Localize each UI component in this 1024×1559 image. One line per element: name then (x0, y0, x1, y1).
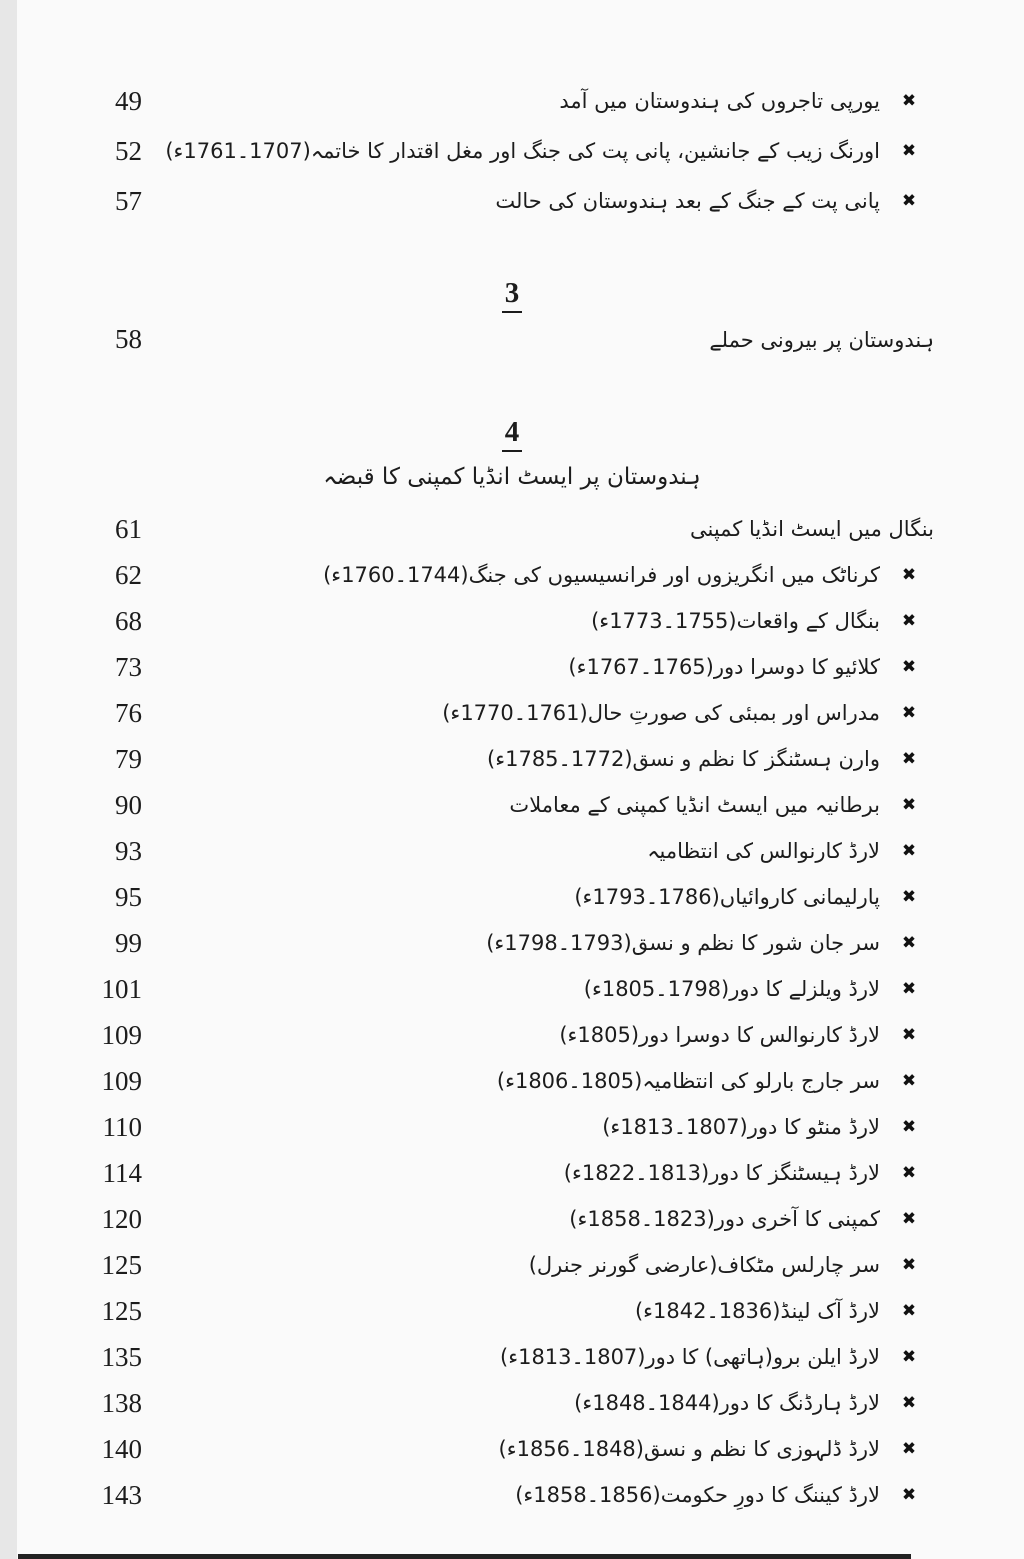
section-title: ہندوستان پر ایسٹ انڈیا کمپنی کا قبضہ (323, 463, 701, 490)
entry-title: بنگال میں ایسٹ انڈیا کمپنی (689, 517, 934, 542)
page-number: 109 (101, 1019, 142, 1050)
page-number: 49 (115, 85, 142, 116)
x-marker-icon: ✖ (901, 1117, 917, 1138)
page-number: 68 (115, 605, 142, 636)
entry-title: لارڈ ویلزلے کا دور(1798۔1805ء) (583, 977, 880, 1002)
toc-entry-row (0, 1196, 1024, 1242)
page-number: 125 (101, 1249, 142, 1280)
toc-entry-row (0, 1380, 1024, 1426)
entry-title: لارڈ کارنوالس کی انتظامیہ (647, 839, 880, 864)
page-number: 99 (115, 927, 142, 958)
page-number: 114 (102, 1157, 142, 1188)
x-marker-icon: ✖ (901, 611, 917, 632)
x-marker-icon: ✖ (901, 749, 917, 770)
scan-artifact-bar (18, 1554, 911, 1559)
x-marker-icon: ✖ (901, 933, 917, 954)
page-number: 73 (115, 651, 142, 682)
entry-title: سر چارلس مٹکاف(عارضی گورنر جنرل) (528, 1253, 880, 1278)
toc-entry-row (0, 1012, 1024, 1058)
entry-title: لارڈ آک لینڈ(1836۔1842ء) (634, 1299, 880, 1324)
toc-rows-block (0, 317, 1024, 363)
toc-entry-row (0, 966, 1024, 1012)
toc-entry-row (0, 126, 1024, 176)
page-number: 76 (115, 697, 142, 728)
page-number: 95 (115, 881, 142, 912)
entry-title: پانی پت کے جنگ کے بعد ہندوستان کی حالت (495, 189, 880, 213)
page-number: 61 (115, 513, 142, 544)
page-number: 140 (101, 1433, 142, 1464)
toc-entry-row (0, 176, 1024, 226)
toc-entry-row (0, 552, 1024, 598)
x-marker-icon: ✖ (901, 191, 917, 211)
x-marker-icon: ✖ (901, 887, 917, 908)
toc-entry-row (0, 690, 1024, 736)
x-marker-icon: ✖ (901, 1439, 917, 1460)
page-number: 58 (115, 324, 142, 355)
x-marker-icon: ✖ (901, 1071, 917, 1092)
toc-entry-row (0, 1058, 1024, 1104)
x-marker-icon: ✖ (901, 795, 917, 816)
entry-title: کلائیو کا دوسرا دور(1765۔1767ء) (568, 655, 880, 680)
page-number: 120 (101, 1203, 142, 1234)
toc-entry-row (0, 1472, 1024, 1518)
entry-title: لارڈ ایلن برو(ہاتھی) کا دور(1807۔1813ء) (500, 1345, 880, 1370)
page-number: 138 (101, 1387, 142, 1418)
toc-entry-row (0, 598, 1024, 644)
page-number: 57 (115, 185, 142, 216)
entry-title: لارڈ ڈلہوزی کا نظم و نسق(1848۔1856ء) (498, 1437, 880, 1462)
page-number: 90 (115, 789, 142, 820)
page-number: 101 (101, 973, 142, 1004)
page-number: 93 (115, 835, 142, 866)
entry-title: پارلیمانی کاروائیاں(1786۔1793ء) (574, 885, 880, 910)
toc-entry-row (0, 1104, 1024, 1150)
x-marker-icon: ✖ (901, 841, 917, 862)
page-number: 143 (101, 1479, 142, 1510)
toc-entry-row (0, 644, 1024, 690)
entry-title: بنگال کے واقعات(1755۔1773ء) (591, 609, 880, 634)
entry-title: لارڈ ہیسٹنگز کا دور(1813۔1822ء) (563, 1161, 880, 1186)
entry-title: لارڈ ہارڈنگ کا دور(1844۔1848ء) (574, 1391, 880, 1416)
x-marker-icon: ✖ (901, 141, 917, 161)
toc-entry-row (0, 874, 1024, 920)
toc-entry-row (0, 1150, 1024, 1196)
x-marker-icon: ✖ (901, 1025, 917, 1046)
page-number: 62 (115, 559, 142, 590)
page-number: 79 (115, 743, 142, 774)
x-marker-icon: ✖ (901, 1393, 917, 1414)
toc-entry-row (0, 920, 1024, 966)
x-marker-icon: ✖ (901, 1163, 917, 1184)
toc-entry-row (0, 1288, 1024, 1334)
x-marker-icon: ✖ (901, 1301, 917, 1322)
entry-title: مدراس اور بمبئی کی صورتِ حال(1761۔1770ء) (442, 701, 880, 726)
entry-title: ہندوستان پر بیرونی حملے (709, 327, 934, 352)
page-number: 125 (101, 1295, 142, 1326)
section-heading (0, 278, 1024, 313)
toc-entry-row (0, 1334, 1024, 1380)
x-marker-icon: ✖ (901, 1485, 917, 1506)
entry-title: سر جان شور کا نظم و نسق(1793۔1798ء) (486, 931, 880, 956)
x-marker-icon: ✖ (901, 1255, 917, 1276)
entry-title: وارن ہسٹنگز کا نظم و نسق(1772۔1785ء) (487, 747, 880, 772)
section-heading (0, 417, 1024, 494)
toc-entry-row (0, 506, 1024, 552)
toc-entry-row (0, 736, 1024, 782)
toc-entry-row (0, 1426, 1024, 1472)
x-marker-icon: ✖ (901, 1209, 917, 1230)
entry-title: کمپنی کا آخری دور(1823۔1858ء) (569, 1207, 880, 1232)
toc-rows-block (0, 506, 1024, 1518)
x-marker-icon: ✖ (901, 1347, 917, 1368)
x-marker-icon: ✖ (901, 703, 917, 724)
entry-title: کرناٹک میں انگریزوں اور فرانسیسیوں کی جنگ(1744۔1760ء) (323, 563, 880, 588)
entry-title: سر جارج بارلو کی انتظامیہ(1805۔1806ء) (496, 1069, 880, 1094)
entry-title: برطانیہ میں ایسٹ انڈیا کمپنی کے معاملات (509, 793, 880, 818)
x-marker-icon: ✖ (901, 565, 917, 586)
page-number: 109 (101, 1065, 142, 1096)
entry-title: لارڈ منٹو کا دور(1807۔1813ء) (602, 1115, 880, 1140)
x-marker-icon: ✖ (901, 91, 917, 111)
toc-entry-row (0, 782, 1024, 828)
section-number: 3 (502, 278, 523, 313)
page-number: 110 (102, 1111, 142, 1142)
page-number: 52 (115, 135, 142, 166)
x-marker-icon: ✖ (901, 979, 917, 1000)
toc-entry-row (0, 76, 1024, 126)
page-number: 135 (101, 1341, 142, 1372)
entry-title: لارڈ کیننگ کا دورِ حکومت(1856۔1858ء) (515, 1483, 880, 1508)
entry-title: اورنگ زیب کے جانشین، پانی پت کی جنگ اور مغل اقتدار کا خاتمہ(1707۔1761ء) (165, 139, 880, 163)
toc-entry-row (0, 317, 1024, 363)
toc-entry-row (0, 1242, 1024, 1288)
toc-entry-row (0, 828, 1024, 874)
toc-rows-block (0, 76, 1024, 226)
section-number: 4 (502, 417, 523, 452)
entry-title: لارڈ کارنوالس کا دوسرا دور(1805ء) (559, 1023, 880, 1048)
entry-title: یورپی تاجروں کی ہندوستان میں آمد (559, 89, 880, 113)
x-marker-icon: ✖ (901, 657, 917, 678)
